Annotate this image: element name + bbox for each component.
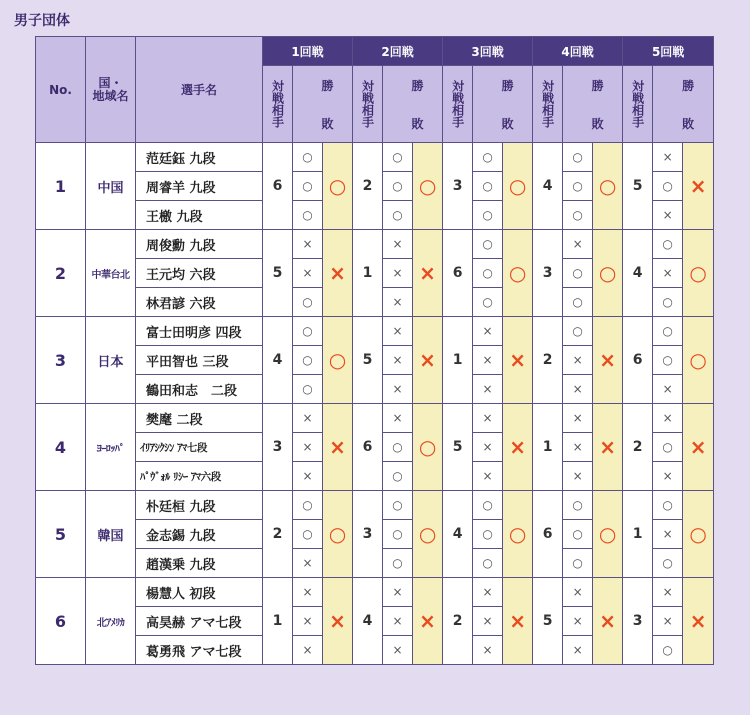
game-mark: ×: [653, 375, 683, 404]
round-result: [323, 578, 353, 665]
game-mark: ○: [563, 317, 593, 346]
team-country: ﾖｰﾛｯﾊﾟ: [86, 404, 136, 491]
team-country: 韓国: [86, 491, 136, 578]
game-mark: ×: [383, 578, 413, 607]
round-result: [593, 143, 623, 230]
game-mark: ○: [383, 462, 413, 491]
round-result: [413, 578, 443, 665]
round-result: [323, 404, 353, 491]
player-name: 周睿羊 九段: [136, 172, 263, 201]
player-name: 葛勇飛 アマ七段: [136, 636, 263, 665]
round-result: [503, 578, 533, 665]
result-mark: ×: [329, 608, 346, 633]
player-name: 趙漢乗 九段: [136, 549, 263, 578]
player-name: 周俊勳 九段: [136, 230, 263, 259]
game-mark: ×: [563, 375, 593, 404]
player-name: 鶴田和志 二段: [136, 375, 263, 404]
result-mark: ×: [329, 260, 346, 285]
game-mark: ○: [473, 143, 503, 172]
game-mark: ×: [383, 259, 413, 288]
result-mark: ×: [509, 347, 526, 372]
result-mark: ○: [689, 347, 707, 372]
round-result: [413, 143, 443, 230]
table-row: [36, 404, 714, 433]
opponent-number: 4: [443, 491, 473, 578]
table-row: [36, 578, 714, 607]
result-mark: ×: [689, 434, 707, 459]
game-mark: ○: [653, 317, 683, 346]
game-mark: ○: [563, 491, 593, 520]
game-mark: ×: [653, 520, 683, 549]
round-result: [413, 404, 443, 491]
round-result: [503, 230, 533, 317]
result-mark: ×: [329, 434, 346, 459]
game-mark: ×: [293, 549, 323, 578]
player-name: 楊慧人 初段: [136, 578, 263, 607]
header-win: 勝: [653, 66, 714, 105]
round-result: [683, 578, 714, 665]
result-mark: ○: [418, 434, 437, 459]
header-player: 選手名: [136, 37, 263, 143]
table-row: [36, 491, 714, 520]
game-mark: ○: [383, 549, 413, 578]
game-mark: ○: [653, 636, 683, 665]
game-mark: ○: [293, 172, 323, 201]
round-result: [683, 143, 714, 230]
game-mark: ○: [563, 201, 593, 230]
opponent-number: 4: [533, 143, 563, 230]
opponent-number: 3: [443, 143, 473, 230]
player-name: 王檄 九段: [136, 201, 263, 230]
game-mark: ×: [293, 578, 323, 607]
game-mark: ○: [563, 172, 593, 201]
team-country: 中国: [86, 143, 136, 230]
opponent-number: 1: [623, 491, 653, 578]
game-mark: ○: [473, 288, 503, 317]
game-mark: ×: [473, 607, 503, 636]
header-opponent-label: 対戦相手: [540, 80, 555, 128]
round-result: [503, 317, 533, 404]
result-mark: ×: [689, 173, 707, 198]
game-mark: ×: [653, 201, 683, 230]
round-result: [593, 404, 623, 491]
game-mark: ×: [653, 578, 683, 607]
header-opponent-label: 対戦相手: [630, 80, 645, 128]
game-mark: ○: [293, 375, 323, 404]
game-mark: ×: [293, 230, 323, 259]
result-mark: ○: [328, 173, 347, 198]
game-mark: ○: [653, 433, 683, 462]
player-name: 范廷鈺 九段: [136, 143, 263, 172]
opponent-number: 3: [533, 230, 563, 317]
game-mark: ○: [293, 288, 323, 317]
opponent-number: 5: [353, 317, 383, 404]
game-mark: ○: [383, 201, 413, 230]
result-mark: ×: [599, 434, 616, 459]
round-result: [593, 317, 623, 404]
game-mark: ×: [473, 578, 503, 607]
header-loss: 敗: [653, 104, 714, 143]
results-table: [35, 36, 714, 665]
header-no: No.: [36, 37, 86, 143]
game-mark: ○: [473, 259, 503, 288]
game-mark: ○: [473, 491, 503, 520]
result-mark: ×: [419, 260, 436, 285]
game-mark: ×: [293, 259, 323, 288]
header-opponent-label: 対戦相手: [360, 80, 375, 128]
opponent-number: 6: [353, 404, 383, 491]
result-mark: ×: [509, 608, 526, 633]
result-mark: ○: [598, 260, 617, 285]
game-mark: ×: [473, 317, 503, 346]
team-number: 5: [36, 491, 86, 578]
player-name: 富士田明彦 四段: [136, 317, 263, 346]
game-mark: ×: [473, 433, 503, 462]
round-result: [413, 230, 443, 317]
team-number: 3: [36, 317, 86, 404]
game-mark: ○: [653, 172, 683, 201]
round-result: [593, 578, 623, 665]
result-mark: ○: [689, 521, 707, 546]
player-name: 朴廷桓 九段: [136, 491, 263, 520]
opponent-number: 4: [263, 317, 293, 404]
game-mark: ○: [293, 143, 323, 172]
team-number: 1: [36, 143, 86, 230]
game-mark: ○: [383, 433, 413, 462]
opponent-number: 5: [623, 143, 653, 230]
game-mark: ×: [563, 607, 593, 636]
game-mark: ○: [653, 346, 683, 375]
result-mark: ×: [689, 608, 707, 633]
game-mark: ○: [383, 520, 413, 549]
game-mark: ×: [383, 317, 413, 346]
player-name: 王元均 六段: [136, 259, 263, 288]
opponent-number: 1: [263, 578, 293, 665]
header-round-3: 3回戦: [443, 37, 533, 66]
team-number: 6: [36, 578, 86, 665]
round-result: [683, 491, 714, 578]
game-mark: ×: [293, 404, 323, 433]
opponent-number: 1: [443, 317, 473, 404]
player-name: ｲﾘｱｼｸｼﾝ ｱﾏ七段: [136, 433, 263, 462]
game-mark: ×: [383, 404, 413, 433]
game-mark: ○: [653, 230, 683, 259]
header-opponent-label: 対戦相手: [270, 80, 285, 128]
game-mark: ○: [473, 230, 503, 259]
game-mark: ×: [383, 636, 413, 665]
result-mark: ○: [418, 521, 437, 546]
player-name: ﾊﾟｳﾞｫﾙ ﾘｼｰ ｱﾏ六段: [136, 462, 263, 491]
header-round-1: 1回戦: [263, 37, 353, 66]
table-row: [36, 143, 714, 172]
game-mark: ×: [563, 578, 593, 607]
team-number: 2: [36, 230, 86, 317]
round-result: [683, 404, 714, 491]
round-result: [593, 491, 623, 578]
player-name: 平田智也 三段: [136, 346, 263, 375]
opponent-number: 2: [443, 578, 473, 665]
header-win: 勝: [383, 66, 443, 105]
team-number: 4: [36, 404, 86, 491]
opponent-number: 1: [533, 404, 563, 491]
round-result: [593, 230, 623, 317]
game-mark: ×: [653, 143, 683, 172]
header-win: 勝: [563, 66, 623, 105]
round-result: [323, 143, 353, 230]
game-mark: ×: [383, 230, 413, 259]
opponent-number: 2: [533, 317, 563, 404]
team-country: 北ｱﾒﾘｶ: [86, 578, 136, 665]
header-loss: 敗: [473, 104, 533, 143]
result-mark: ×: [419, 347, 436, 372]
result-mark: ×: [509, 434, 526, 459]
game-mark: ×: [563, 346, 593, 375]
round-result: [323, 491, 353, 578]
opponent-number: 4: [623, 230, 653, 317]
game-mark: ×: [473, 404, 503, 433]
game-mark: ×: [653, 404, 683, 433]
game-mark: ×: [563, 404, 593, 433]
game-mark: ○: [563, 259, 593, 288]
header-loss: 敗: [293, 104, 353, 143]
game-mark: ×: [293, 636, 323, 665]
header-win: 勝: [473, 66, 533, 105]
team-country: 中華台北: [86, 230, 136, 317]
round-result: [683, 230, 714, 317]
game-mark: ×: [653, 462, 683, 491]
page-title: 男子団体: [14, 13, 70, 29]
game-mark: ○: [473, 549, 503, 578]
game-mark: ×: [563, 230, 593, 259]
result-mark: ○: [328, 347, 347, 372]
player-name: 林君諺 六段: [136, 288, 263, 317]
game-mark: ○: [293, 346, 323, 375]
opponent-number: 2: [263, 491, 293, 578]
round-result: [323, 317, 353, 404]
header-opponent: [263, 66, 293, 143]
header-opponent: [533, 66, 563, 143]
game-mark: ○: [473, 172, 503, 201]
result-mark: ×: [599, 347, 616, 372]
game-mark: ×: [293, 607, 323, 636]
game-mark: ×: [293, 462, 323, 491]
opponent-number: 2: [623, 404, 653, 491]
round-result: [683, 317, 714, 404]
opponent-number: 4: [353, 578, 383, 665]
opponent-number: 3: [353, 491, 383, 578]
game-mark: ○: [563, 549, 593, 578]
game-mark: ×: [653, 259, 683, 288]
game-mark: ×: [563, 636, 593, 665]
header-round-5: 5回戦: [623, 37, 714, 66]
game-mark: ×: [293, 433, 323, 462]
round-result: [503, 404, 533, 491]
game-mark: ○: [383, 143, 413, 172]
game-mark: ×: [383, 288, 413, 317]
opponent-number: 2: [353, 143, 383, 230]
result-mark: ○: [508, 521, 527, 546]
game-mark: ×: [563, 433, 593, 462]
round-result: [503, 491, 533, 578]
game-mark: ○: [563, 520, 593, 549]
game-mark: ×: [473, 375, 503, 404]
table-row: [36, 317, 714, 346]
team-country: 日本: [86, 317, 136, 404]
game-mark: ×: [473, 346, 503, 375]
game-mark: ○: [293, 491, 323, 520]
round-result: [503, 143, 533, 230]
round-result: [413, 317, 443, 404]
result-mark: ○: [508, 260, 527, 285]
opponent-number: 6: [443, 230, 473, 317]
game-mark: ○: [653, 549, 683, 578]
game-mark: ○: [293, 317, 323, 346]
result-mark: ○: [689, 260, 707, 285]
game-mark: ○: [563, 143, 593, 172]
opponent-number: 5: [443, 404, 473, 491]
result-mark: ×: [599, 608, 616, 633]
opponent-number: 5: [533, 578, 563, 665]
game-mark: ×: [473, 636, 503, 665]
header-opponent: [353, 66, 383, 143]
game-mark: ○: [473, 201, 503, 230]
result-mark: ×: [419, 608, 436, 633]
game-mark: ○: [383, 172, 413, 201]
player-name: 金志錫 九段: [136, 520, 263, 549]
opponent-number: 5: [263, 230, 293, 317]
game-mark: ○: [653, 288, 683, 317]
game-mark: ○: [293, 201, 323, 230]
header-win: 勝: [293, 66, 353, 105]
round-result: [413, 491, 443, 578]
header-country-line2: 地域名: [92, 88, 129, 103]
game-mark: ○: [473, 520, 503, 549]
player-name: 高昊赫 アマ七段: [136, 607, 263, 636]
header-opponent: [623, 66, 653, 143]
game-mark: ×: [383, 607, 413, 636]
header-country: [86, 37, 136, 143]
game-mark: ×: [653, 607, 683, 636]
header-loss: 敗: [563, 104, 623, 143]
game-mark: ×: [473, 462, 503, 491]
opponent-number: 3: [263, 404, 293, 491]
game-mark: ○: [383, 491, 413, 520]
game-mark: ○: [563, 288, 593, 317]
header-loss: 敗: [383, 104, 443, 143]
opponent-number: 3: [623, 578, 653, 665]
game-mark: ○: [293, 520, 323, 549]
header-round-4: 4回戦: [533, 37, 623, 66]
round-result: [323, 230, 353, 317]
opponent-number: 6: [533, 491, 563, 578]
game-mark: ○: [653, 491, 683, 520]
player-name: 樊麾 二段: [136, 404, 263, 433]
header-round-2: 2回戦: [353, 37, 443, 66]
opponent-number: 6: [263, 143, 293, 230]
result-mark: ○: [508, 173, 527, 198]
result-mark: ○: [598, 521, 617, 546]
header-country-line1: 国・: [98, 75, 123, 90]
game-mark: ×: [563, 462, 593, 491]
game-mark: ×: [383, 346, 413, 375]
game-mark: ×: [383, 375, 413, 404]
result-mark: ○: [598, 173, 617, 198]
header-opponent-label: 対戦相手: [450, 80, 465, 128]
opponent-number: 6: [623, 317, 653, 404]
result-mark: ○: [418, 173, 437, 198]
header-opponent: [443, 66, 473, 143]
opponent-number: 1: [353, 230, 383, 317]
table-row: [36, 230, 714, 259]
result-mark: ○: [328, 521, 347, 546]
